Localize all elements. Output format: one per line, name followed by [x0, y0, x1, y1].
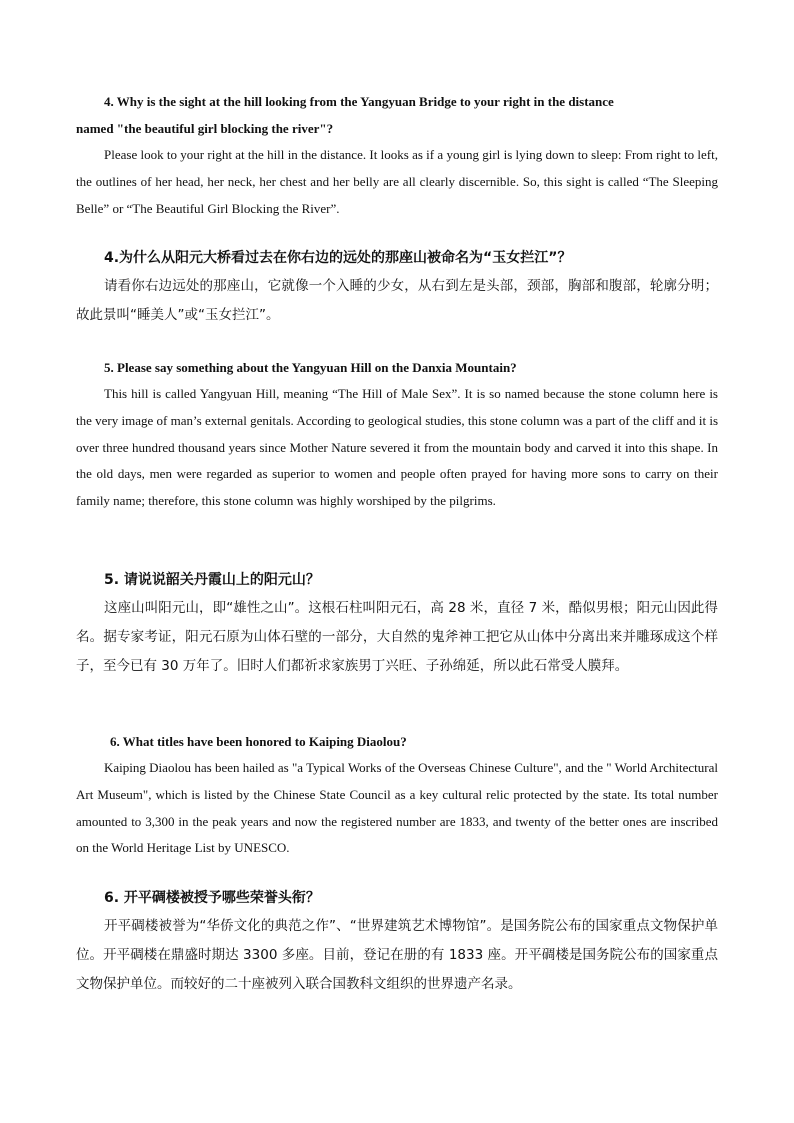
q5-zh-heading: 5. 请说说韶关丹霞山上的阳元山？: [104, 572, 320, 588]
section-q4-en: [76, 88, 718, 222]
section-q6-en: [76, 728, 718, 862]
q4-en-body: Please look to your right at the hill in the distance. It looks as if a young girl is lying down to sleep: From right to left, the outlines of her head, her neck, her chest and her belly are all clearly discernible. So, this sight is called “The Sleeping Belle” or “The Beautiful Girl Blocking the River”.: [76, 147, 718, 216]
q4-en-title-line1: 4. Why is the sight at the hill looking from the Yangyuan Bridge to your right in the distance: [104, 94, 614, 109]
section-q4-zh: [76, 244, 718, 330]
q6-zh-body: 开平碉楼被誉为“华侨文化的典范之作”、“世界建筑艺术博物馆”。是国务院公布的国家重点文物保护单位。开平碉楼在鼎盛时期达 3300 多座。目前，登记在册的有 1833 座。开平碉楼是国务院公布的国家重点文物保护单位。而较好的二十座被列入联合国教科文组织的世界遗产名录。: [76, 918, 718, 992]
q5-en-body: This hill is called Yangyuan Hill, meaning “The Hill of Male Sex”. It is so named because the stone column here is the very image of man’s external genitals. According to geological studies, this stone column was a part of the cliff and it is over three hundred thousand years since Mother Nature severed it from the mountain body and carved it into this shape. In the old days, men were regarded as superior to women and people often prayed for having more sons to carry on their family name; therefore, this stone column was highly worshiped by the pilgrims.: [76, 386, 718, 509]
section-q5-zh: [76, 566, 718, 680]
q6-en-heading: 6. What titles have been honored to Kaiping Diaolou?: [110, 734, 407, 749]
section-q5-en: [76, 354, 718, 515]
q5-en-heading: 5. Please say something about the Yangyuan Hill on the Danxia Mountain?: [104, 360, 517, 375]
q4-zh-body: 请看你右边远处的那座山，它就像一个入睡的少女，从右到左是头部，颈部，胸部和腹部，轮廓分明；故此景叫“睡美人”或“玉女拦江”。: [76, 278, 718, 323]
q6-en-body: Kaiping Diaolou has been hailed as "a Typical Works of the Overseas Chinese Culture", and the " World Architectural Art Museum", which is listed by the Chinese State Council as a key cultural relic protected by the state. Its total number amounted to 3,300 in the peak years and now the registered number are 1833, and twenty of the better ones are inscribed on the World Heritage List by UNESCO.: [76, 760, 718, 856]
q4-en-title-line2: named "the beautiful girl blocking the river"?: [76, 121, 334, 136]
q4-en-heading: [76, 88, 718, 142]
section-q6-zh: [76, 884, 718, 998]
q5-zh-body: 这座山叫阳元山，即“雄性之山”。这根石柱叫阳元石，高 28 米，直径 7 米，酷似男根；阳元山因此得名。据专家考证，阳元石原为山体石壁的一部分，大自然的鬼斧神工把它从山体中分离出来并雕琢成这个样子，至今已有 30 万年了。旧时人们都祈求家族男丁兴旺、子孙绵延，所以此石常受人膜拜。: [76, 600, 718, 674]
q4-zh-heading: 4.为什么从阳元大桥看过去在你右边的远处的那座山被命名为“玉女拦江”？: [104, 250, 572, 266]
q6-zh-heading: 6. 开平碉楼被授予哪些荣誉头衔？: [104, 890, 320, 906]
